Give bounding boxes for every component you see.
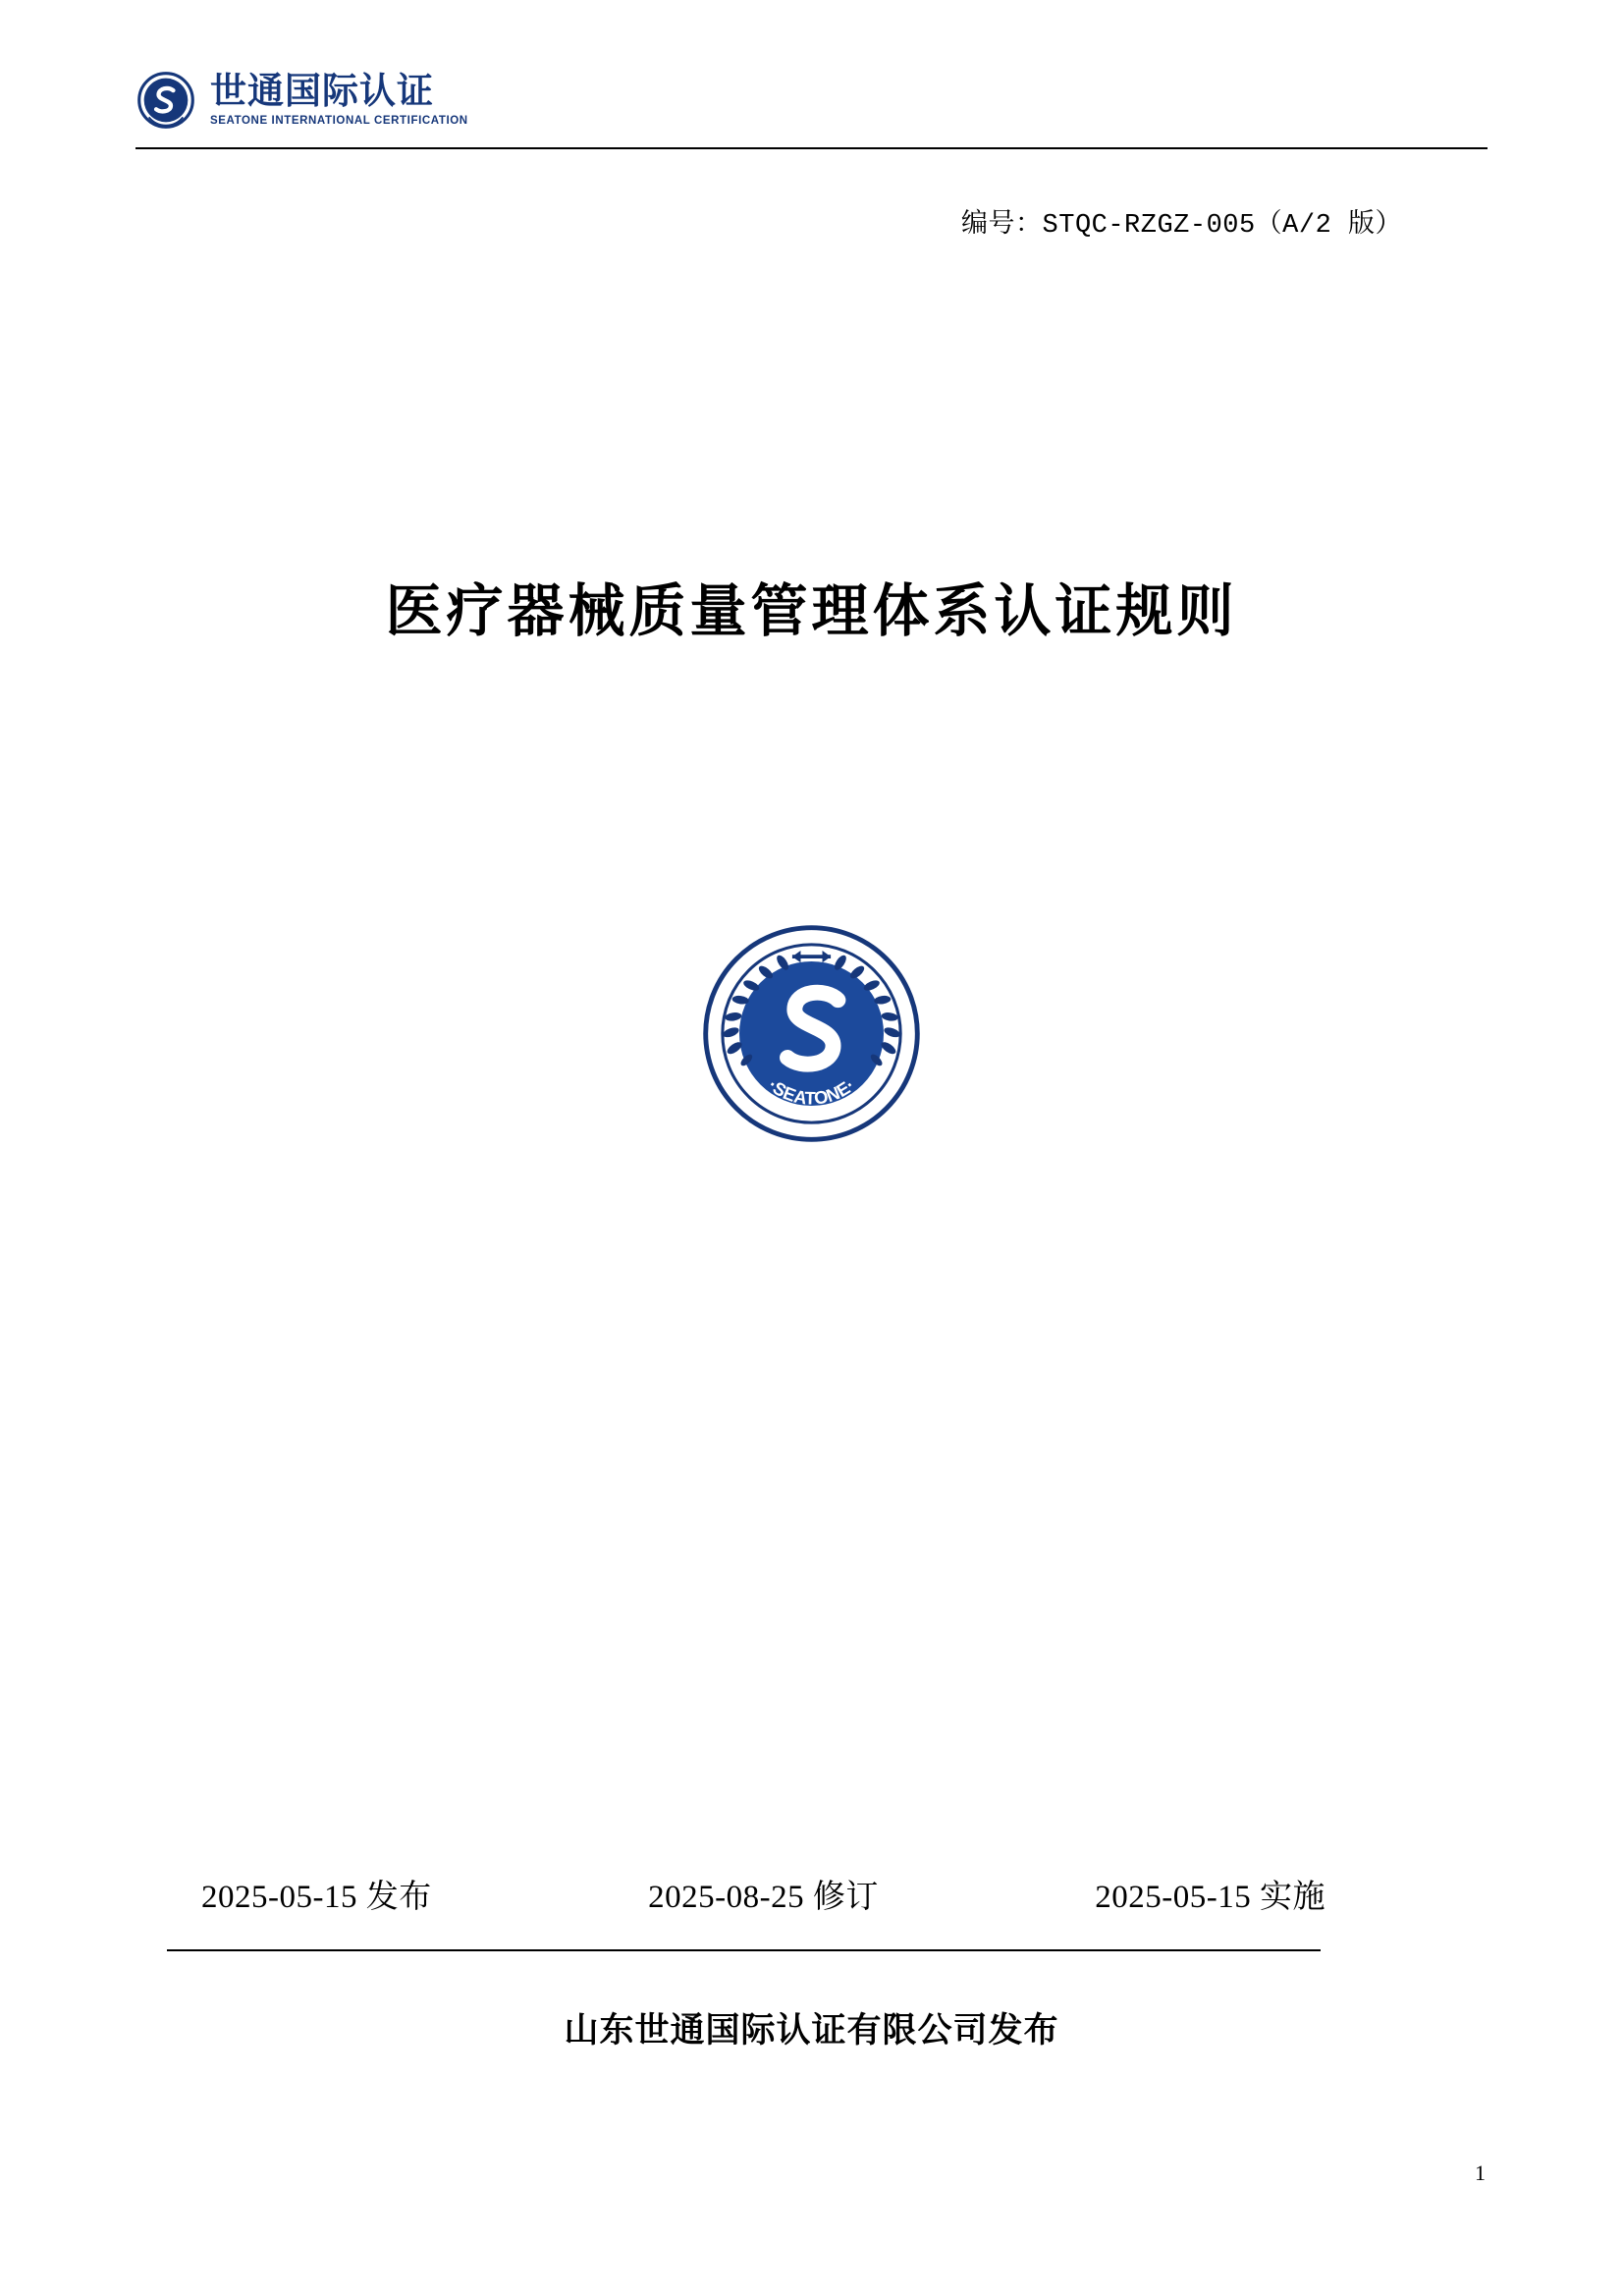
dates-divider — [167, 1949, 1321, 1951]
company-name-cn: 世通国际认证 — [210, 71, 434, 112]
seatone-laurel-seal-icon — [691, 913, 932, 1154]
company-logo — [135, 61, 1488, 139]
effective-date: 2025-05-15 实施 — [1095, 1880, 1325, 1915]
dates-line — [201, 1871, 1325, 1917]
publisher-line: 山东世通国际认证有限公司发布 — [564, 2011, 1059, 2050]
seatone-circle-s-logo-icon — [135, 70, 196, 131]
revision-date: 2025-08-25 修订 — [648, 1880, 879, 1915]
emblem-container — [0, 913, 1623, 1154]
page-header — [135, 61, 1488, 155]
document-number: 编号：STQC-RZGZ-005（A/2 版） — [961, 211, 1402, 241]
page-number: 1 — [1475, 2160, 1486, 2185]
company-name-en: SEATONE INTERNATIONAL CERTIFICATION — [210, 115, 468, 128]
svg-text:·SEATONE·: ·SEATONE· — [764, 1074, 859, 1109]
header-divider — [135, 147, 1488, 149]
company-logo-text — [210, 73, 468, 128]
issue-date: 2025-05-15 发布 — [201, 1880, 432, 1915]
page-title: 医疗器械质量管理体系认证规则 — [385, 579, 1238, 643]
